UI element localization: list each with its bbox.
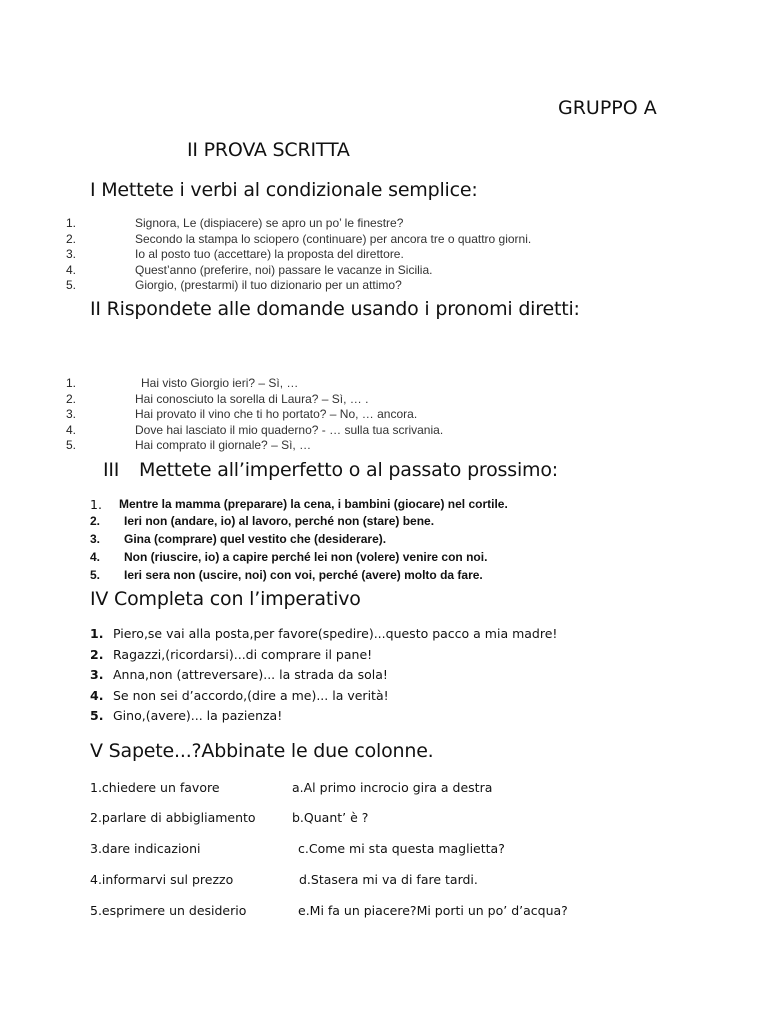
item-number: 4. <box>66 423 77 437</box>
section3-title: Mettete all’imperfetto o al passato prossimo: <box>139 459 558 481</box>
section1-title: I Mettete i verbi al condizionale semplice: <box>90 179 478 201</box>
item-text: Quest’anno (preferire, noi) passare le vacanze in Sicilia. <box>135 263 433 277</box>
item-text: Non (riuscire, io) a capire perché lei non (volere) venire con noi. <box>124 550 488 564</box>
item-text: Signora, Le (dispiacere) se apro un po’ le finestre? <box>135 216 404 230</box>
list-item <box>0 216 768 231</box>
section2-title: II Rispondete alle domande usando i pronomi diretti: <box>90 298 580 320</box>
item-number: 5. <box>66 278 77 292</box>
page-title: II PROVA SCRITTA <box>187 139 350 161</box>
item-text: Secondo la stampa lo sciopero (continuare) per ancora tre o quattro giorni. <box>135 232 532 246</box>
item-text: Anna,non (attreversare)... la strada da sola! <box>113 667 388 682</box>
item-text: Hai conosciuto la sorella di Laura? – Sì, … . <box>135 392 369 406</box>
match-left-item: 5.esprimere un desiderio <box>90 903 247 918</box>
item-text: Se non sei d’accordo,(dire a me)... la verità! <box>113 688 389 703</box>
list-item <box>90 496 102 514</box>
list-item <box>0 263 768 278</box>
list-item <box>0 247 768 262</box>
match-right-item: d.Stasera mi va di fare tardi. <box>299 872 478 887</box>
match-left-item: 2.parlare di abbigliamento <box>90 810 256 825</box>
item-number: 3. <box>90 532 101 546</box>
match-right-item: c.Come mi sta questa maglietta? <box>298 841 505 856</box>
item-text: Io al posto tuo (accettare) la proposta del direttore. <box>135 247 404 261</box>
item-text: Gino,(avere)... la pazienza! <box>113 708 283 723</box>
item-number: 5. <box>66 438 77 452</box>
list-item <box>0 438 768 453</box>
item-number: 1. <box>90 626 104 641</box>
list-item <box>0 376 768 391</box>
match-left-item: 1.chiedere un favore <box>90 780 220 795</box>
match-left-item: 4.informarvi sul prezzo <box>90 872 234 887</box>
item-text: Hai visto Giorgio ieri? – Sì, … <box>141 376 299 390</box>
section5-title: V Sapete...?Abbinate le due colonne. <box>90 740 434 762</box>
item-text: Dove hai lasciato il mio quaderno? - … sulla tua scrivania. <box>135 423 444 437</box>
item-number: 5. <box>90 708 104 723</box>
item-text: Ieri sera non (uscire, noi) con voi, perché (avere) molto da fare. <box>124 568 483 582</box>
item-number: 4. <box>66 263 77 277</box>
match-right-item: b.Quant’ è ? <box>292 810 369 825</box>
item-text: Hai provato il vino che ti ho portato? – No, … ancora. <box>135 407 418 421</box>
item-text: Mentre la mamma (preparare) la cena, i bambini (giocare) nel cortile. <box>119 497 508 511</box>
item-text: Gina (comprare) quel vestito che (desiderare). <box>124 532 387 546</box>
item-number: 2. <box>90 514 101 528</box>
section3-roman: III <box>103 459 120 481</box>
item-number: 1. <box>66 376 77 390</box>
item-number: 5. <box>90 568 101 582</box>
item-text: Ragazzi,(ricordarsi)...di comprare il pane! <box>113 647 373 662</box>
item-number: 3. <box>66 407 77 421</box>
item-number: 3. <box>66 247 77 261</box>
group-label: GRUPPO A <box>558 97 657 119</box>
item-number: 1. <box>66 216 77 230</box>
item-number: 2. <box>66 392 77 406</box>
list-item <box>0 278 768 293</box>
item-text: Ieri non (andare, io) al lavoro, perché non (stare) bene. <box>124 514 435 528</box>
item-number: 2. <box>66 232 77 246</box>
match-left-item: 3.dare indicazioni <box>90 841 201 856</box>
item-text: Giorgio, (prestarmi) il tuo dizionario per un attimo? <box>135 278 402 292</box>
list-item <box>0 392 768 407</box>
list-item <box>0 407 768 422</box>
list-item <box>0 232 768 247</box>
section4-title: IV Completa con l’imperativo <box>90 588 361 610</box>
item-number: 1. <box>90 497 102 512</box>
match-right-item: a.Al primo incrocio gira a destra <box>292 780 493 795</box>
list-item <box>0 423 768 438</box>
item-number: 3. <box>90 667 104 682</box>
item-text: Hai comprato il giornale? – Sì, … <box>135 438 312 452</box>
item-number: 2. <box>90 647 104 662</box>
item-text: Piero,se vai alla posta,per favore(spedire)...questo pacco a mia madre! <box>113 626 558 641</box>
item-number: 4. <box>90 550 101 564</box>
item-number: 4. <box>90 688 104 703</box>
match-right-item: e.Mi fa un piacere?Mi porti un po’ d’acqua? <box>298 903 568 918</box>
